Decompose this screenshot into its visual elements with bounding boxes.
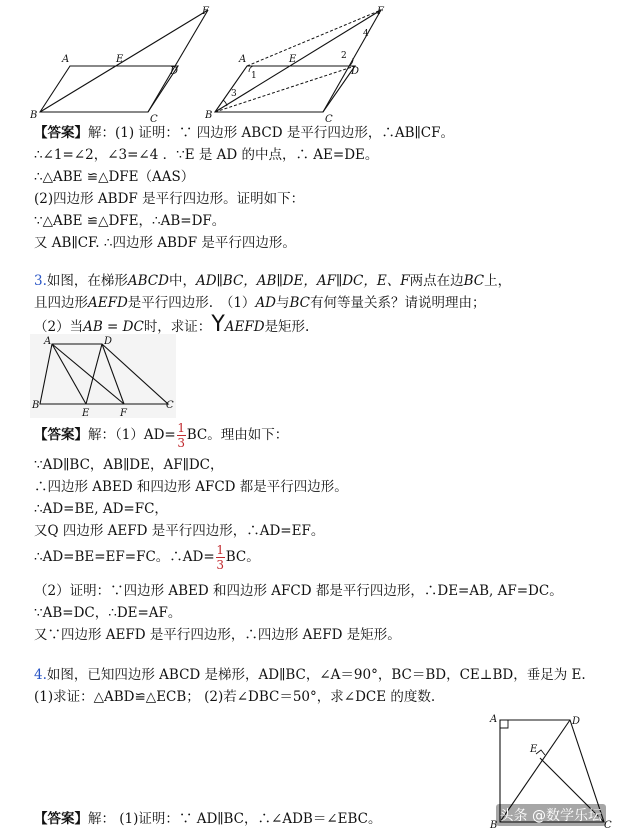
p3-q1-a: 如图，在梯形 [46,273,128,289]
p4-question-line-1 [34,666,586,684]
fig2-label-f: F [377,6,384,17]
p3-q1-d: AD∥BC，AB∥DE，AF∥DC，E、F [195,273,410,289]
fig4-label-d: D [572,716,581,727]
fig4-label-e: E [530,744,538,755]
p2-answer-line-5: ∵△ABE ≌△DFE，∴AB=DF。 [34,213,226,229]
fig2-label-b: B [205,110,213,121]
p3-q3-y-symbol: Y [211,312,225,337]
p3-q1-f: BC [463,273,485,289]
p3-q2-b: AEFD [88,295,128,311]
p3-answer-line-9: 又∵四边形 AEFD 是平行四边形，∴四边形 AEFD 是矩形。 [34,627,401,643]
fraction-one-third: $\frac{1}{3}$ [216,543,224,572]
p3-answer-line-8: ∵AB=DC，∴DE=AF。 [34,605,182,621]
answer-text: 解： (1)证明：∵ AD∥BC，∴∠ADB＝∠EBC。 [88,811,382,827]
answer-text: 解：(1) 证明：∵ 四边形 ABCD 是平行四边形，∴AB∥CF。 [88,125,454,141]
p3-answer-line-1 [34,422,288,449]
fig2-angle-1: 1 [251,71,257,81]
p3-q3-a: （2）当 [34,319,84,335]
p2-answer-line-3: ∴△ABE ≌△DFE（AAS） [34,169,195,185]
problem-number: 3. [34,273,47,289]
fig3-label-a: A [44,336,52,347]
p3-question-line-3 [34,312,310,337]
p4-question-line-2: (1)求证：△ABD≌△ECB； (2)若∠DBC＝50°，求∠DCE 的度数. [34,689,436,705]
fig1-label-c: C [150,114,158,122]
p3-q2-f: BC [289,295,311,311]
answer-tail: BC。理由如下： [186,427,289,443]
p3-question-line-1 [34,272,511,290]
p3-q1-e: 两点在边 [409,273,464,289]
fig3-label-f: F [120,408,127,418]
problem-number: 4. [34,667,47,683]
p3-answer-line-4: ∴AD=BE, AD=FC， [34,501,168,517]
fig1-label-d: D [170,66,179,77]
answer-tail: BC。 [225,549,260,565]
p3-answer-line-5: 又Q 四边形 AEFD 是平行四边形，∴AD=EF。 [34,523,325,539]
fig2-angle-2: 2 [341,51,347,61]
fig3-label-d: D [104,336,113,347]
p3-question-line-2 [34,294,486,312]
fig3-label-b: B [32,400,40,411]
figure-trapezoid [30,334,176,418]
p3-q1-c: 中， [168,273,196,289]
p3-q2-a: 且四边形 [34,295,88,311]
p4-answer-line-1 [34,810,382,828]
figure-parallelogram-2 [205,2,395,122]
p3-q3-c: 时，求证： [143,319,212,335]
fig2-angle-4: 4 [363,29,369,39]
p2-answer-line-4: (2)四边形 ABDF 是平行四边形。证明如下： [34,191,305,207]
fig2-label-a: A [239,54,247,65]
answer-label: 【答案】 [34,125,88,141]
p2-answer-line-1 [34,124,454,142]
p3-q3-e: 是矩形. [264,319,310,335]
p2-answer-line-2: ∴∠1=∠2，∠3=∠4 ．∵E 是 AD 的中点，∴ AE=DE。 [34,147,379,163]
p2-answer-line-6: 又 AB∥CF. ∴四边形 ABDF 是平行四边形。 [34,235,296,251]
watermark: 头条 @数学乐坛 [496,804,606,826]
fig1-label-f: F [202,6,209,17]
p3-answer-line-6 [34,544,260,571]
p3-q1-b: ABCD [127,273,169,289]
p3-q1-g: 上， [484,273,512,289]
fig4-label-a: A [490,714,498,725]
fig1-label-e: E [116,54,124,65]
answer-text: 解：（1）AD= [88,427,176,443]
p3-q2-d: AD [255,295,277,311]
fig1-label-a: A [62,54,70,65]
fig2-label-c: C [325,114,333,122]
fig4-label-b: B [490,820,498,830]
p3-answer-line-7: （2）证明：∵四边形 ABED 和四边形 AFCD 都是平行四边形，∴DE=AB, AF=DC。 [34,583,563,599]
p4-q1: 如图，已知四边形 ABCD 是梯形，AD∥BC，∠A＝90°，BC＝BD，CE⊥BD，垂足为 E. [46,667,586,683]
figure-parallelogram-1 [30,2,220,122]
p3-q2-c: 是平行四边形. （1） [127,295,256,311]
fig1-label-b: B [30,110,38,121]
fig2-label-d: D [351,66,360,77]
fig4-label-c: C [604,820,612,830]
p3-answer-line-3: ∴四边形 ABED 和四边形 AFCD 都是平行四边形。 [34,479,348,495]
p3-answer-line-2: ∵AD∥BC，AB∥DE，AF∥DC， [34,457,224,473]
p3-q2-g: 有何等量关系？请说明理由； [310,295,486,311]
p3-q2-e: 与 [276,295,290,311]
fraction-one-third: $\frac{1}{3}$ [177,421,186,450]
answer-label: 【答案】 [34,811,88,827]
answer-text: ∴AD=BE=EF=FC。∴AD= [34,549,215,565]
fig2-angle-3: 3 [231,89,237,99]
fig2-label-e: E [289,54,297,65]
fig3-label-c: C [166,400,174,411]
p3-q3-b: AB = DC [83,319,144,335]
answer-label: 【答案】 [34,427,88,443]
fig3-label-e: E [82,408,90,418]
p3-q3-d: AEFD [224,319,265,335]
